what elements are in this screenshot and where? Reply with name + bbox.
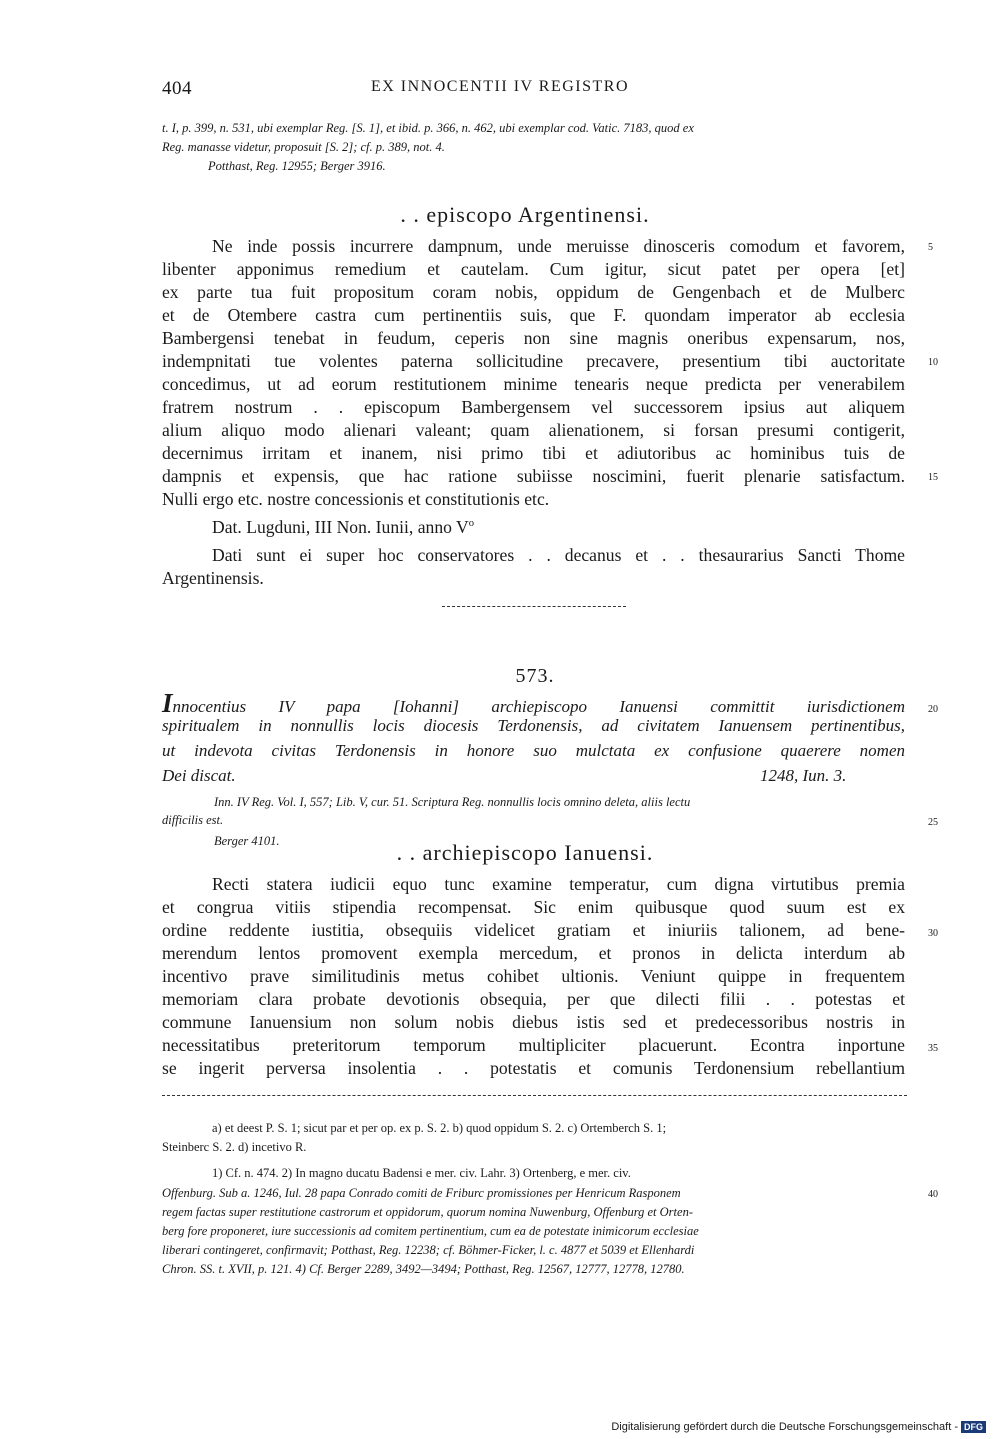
- source-note: Berger 4101.: [214, 834, 280, 848]
- text-line: alium aliquo modo alienari valeant; quam alienationem, si forsan presumi contigerit,: [162, 420, 905, 440]
- explanatory-footnote: berg fore proponeret, iure successionis ad comitem pertinentium, cum ea de potestate inimicorum ecclesiae: [162, 1224, 699, 1238]
- text-line: se ingerit perversa insolentia . . potestatis et comunis Terdonensium rebellantium: [162, 1058, 905, 1078]
- text-line: necessitatibus preteritorum temporum multipliciter placuerunt. Econtra inportune: [162, 1035, 905, 1055]
- summary-line: Innocentius IV papa [Iohanni] archiepiscopo Ianuensi committit iurisdictionem: [162, 688, 905, 718]
- text-line: indempnitati tue volentes paterna sollicitudine precavere, presentium tibi auctoritate: [162, 351, 905, 371]
- summary-date: 1248, Iun. 3.: [760, 766, 847, 785]
- text-line: decernimus irritam et inanem, nisi primo tibi et adiutoribus ac hominibus tuis de: [162, 443, 905, 463]
- top-note-line: Potthast, Reg. 12955; Berger 3916.: [208, 159, 386, 173]
- explanatory-footnote: liberari contingeret, confirmavit; Potthast, Reg. 12238; cf. Böhmer-Ficker, l. c. 4877 et 5039 et Ellenhardi: [162, 1243, 695, 1257]
- source-note: Inn. IV Reg. Vol. I, 557; Lib. V, cur. 51. Scriptura Reg. nonnullis locis omnino deleta, aliis lectu: [214, 795, 691, 809]
- drop-initial: I: [162, 688, 173, 718]
- margin-line-number: 25: [928, 817, 938, 828]
- top-note-line: t. I, p. 399, n. 531, ubi exemplar Reg. [S. 1], et ibid. p. 366, n. 462, ubi exemplar cod. Vatic. 7183, quod ex: [162, 121, 694, 135]
- page-number: 404: [162, 78, 192, 99]
- margin-line-number: 5: [928, 242, 933, 253]
- text-line: Nulli ergo etc. nostre concessionis et constitutionis etc.: [162, 489, 550, 509]
- text-line: Bambergensi tenebat in feudum, ceperis non sine magnis oneribus expensarum, nos,: [162, 328, 905, 348]
- text-line: et congrua vitiis stipendia recompensat. Sic enim quibusque quod suum est ex: [162, 897, 905, 917]
- text-line: concedimus, ut ad eorum restitutionem minime tenearis neque predicta per venerabilem: [162, 374, 905, 394]
- document-number: 573.: [515, 665, 555, 687]
- dfg-logo-icon: DFG: [961, 1421, 986, 1433]
- text-line: libenter apponimus remedium et cautelam. Cum igitur, sicut patet per opera [et]: [162, 259, 905, 279]
- text-line: ordine reddente iustitia, obsequiis videlicet gratiam et iniuriis talionem, ad bene-: [162, 920, 905, 940]
- text-line: memoriam clara probate devotionis obsequia, per que dilecti filii . . potestas et: [162, 989, 905, 1009]
- summary-line: Dei discat.: [162, 766, 236, 785]
- text-line: incentivo prave similitudinis metus cohibet ultionis. Veniunt quippe in frequentem: [162, 966, 905, 986]
- explanatory-footnote: Offenburg. Sub a. 1246, Iul. 28 papa Conrado comiti de Friburc promissiones per Henricum Rasponem: [162, 1186, 681, 1200]
- section-divider: [442, 606, 626, 607]
- running-title: EX INNOCENTII IV REGISTRO: [370, 78, 630, 95]
- explanatory-footnote: regem factas super restitutione castrorum et oppidorum, quorum nomina Nuwenburg, Offenburg et Orten-: [162, 1205, 693, 1219]
- margin-line-number: 10: [928, 357, 938, 368]
- margin-line-number: 20: [928, 704, 938, 715]
- text-line: Recti statera iudicii equo tunc examine temperatur, cum digna virtutibus premia: [212, 874, 905, 894]
- margin-line-number: 35: [928, 1043, 938, 1054]
- text-line: merendum lentos promovent exempla mercedum, et pronos in delicta interdum ab: [162, 943, 905, 963]
- margin-line-number: 15: [928, 472, 938, 483]
- top-note-line: Reg. manasse videtur, proposuit [S. 2]; cf. p. 389, not. 4.: [162, 140, 445, 154]
- text-line: fratrem nostrum . . episcopum Bambergensem vel successorem ipsius aut aliquem: [162, 397, 905, 417]
- conservators-line: Argentinensis.: [162, 568, 264, 588]
- margin-line-number: 40: [928, 1189, 938, 1200]
- text-line: Ne inde possis incurrere dampnum, unde meruisse dinosceris comodum et favorem,: [212, 236, 905, 256]
- text-line: ex parte tua fuit propositum coram nobis, oppidum de Gengenbach et de Mulberc: [162, 282, 905, 302]
- variant-footnote: a) et deest P. S. 1; sicut par et per op. ex p. S. 2. b) quod oppidum S. 2. c) Ortemberch S. 1;: [212, 1121, 667, 1135]
- letter-heading: . . archiepiscopo Ianuensi.: [396, 840, 654, 865]
- summary-line: ut indevota civitas Terdonensis in honore suo mulctata ex confusione quaerere nomen: [162, 741, 905, 760]
- explanatory-footnote: Chron. SS. t. XVII, p. 121. 4) Cf. Berger 2289, 3492—3494; Potthast, Reg. 12567, 12777, 12778, 12780.: [162, 1262, 685, 1276]
- footnote-divider: [162, 1095, 907, 1096]
- summary-line: spiritualem in nonnullis locis diocesis Terdonensis, ad civitatem Ianuensem pertinentibus,: [162, 716, 905, 735]
- digitization-credit: [611, 1421, 986, 1433]
- explanatory-footnote: 1) Cf. n. 474. 2) In magno ducatu Badensi e mer. civ. Lahr. 3) Ortenberg, e mer. civ.: [212, 1166, 631, 1180]
- conservators-line: Dati sunt ei super hoc conservatores . . decanus et . . thesaurarius Sancti Thome: [212, 545, 905, 565]
- margin-line-number: 30: [928, 928, 938, 939]
- variant-footnote: Steinberc S. 2. d) incetivo R.: [162, 1140, 307, 1154]
- credit-text: Digitalisierung gefördert durch die Deutsche Forschungsgemeinschaft -: [611, 1421, 958, 1433]
- dating-clause: Dat. Lugduni, III Non. Iunii, anno $V^o$: [212, 517, 474, 537]
- text-line: et de Otembere castra cum pertinentiis suis, que F. quondam imperator ab ecclesia: [162, 305, 905, 325]
- source-note: difficilis est.: [162, 813, 224, 827]
- text-line: dampnis et expensis, que hac ratione subiisse noscimini, fuerit plenarie satisfactum.: [162, 466, 905, 486]
- letter-heading: . . episcopo Argentinensi.: [400, 202, 650, 227]
- text-line: commune Ianuensium non solum nobis diebus istis sed et predecessoribus nostris in: [162, 1012, 905, 1032]
